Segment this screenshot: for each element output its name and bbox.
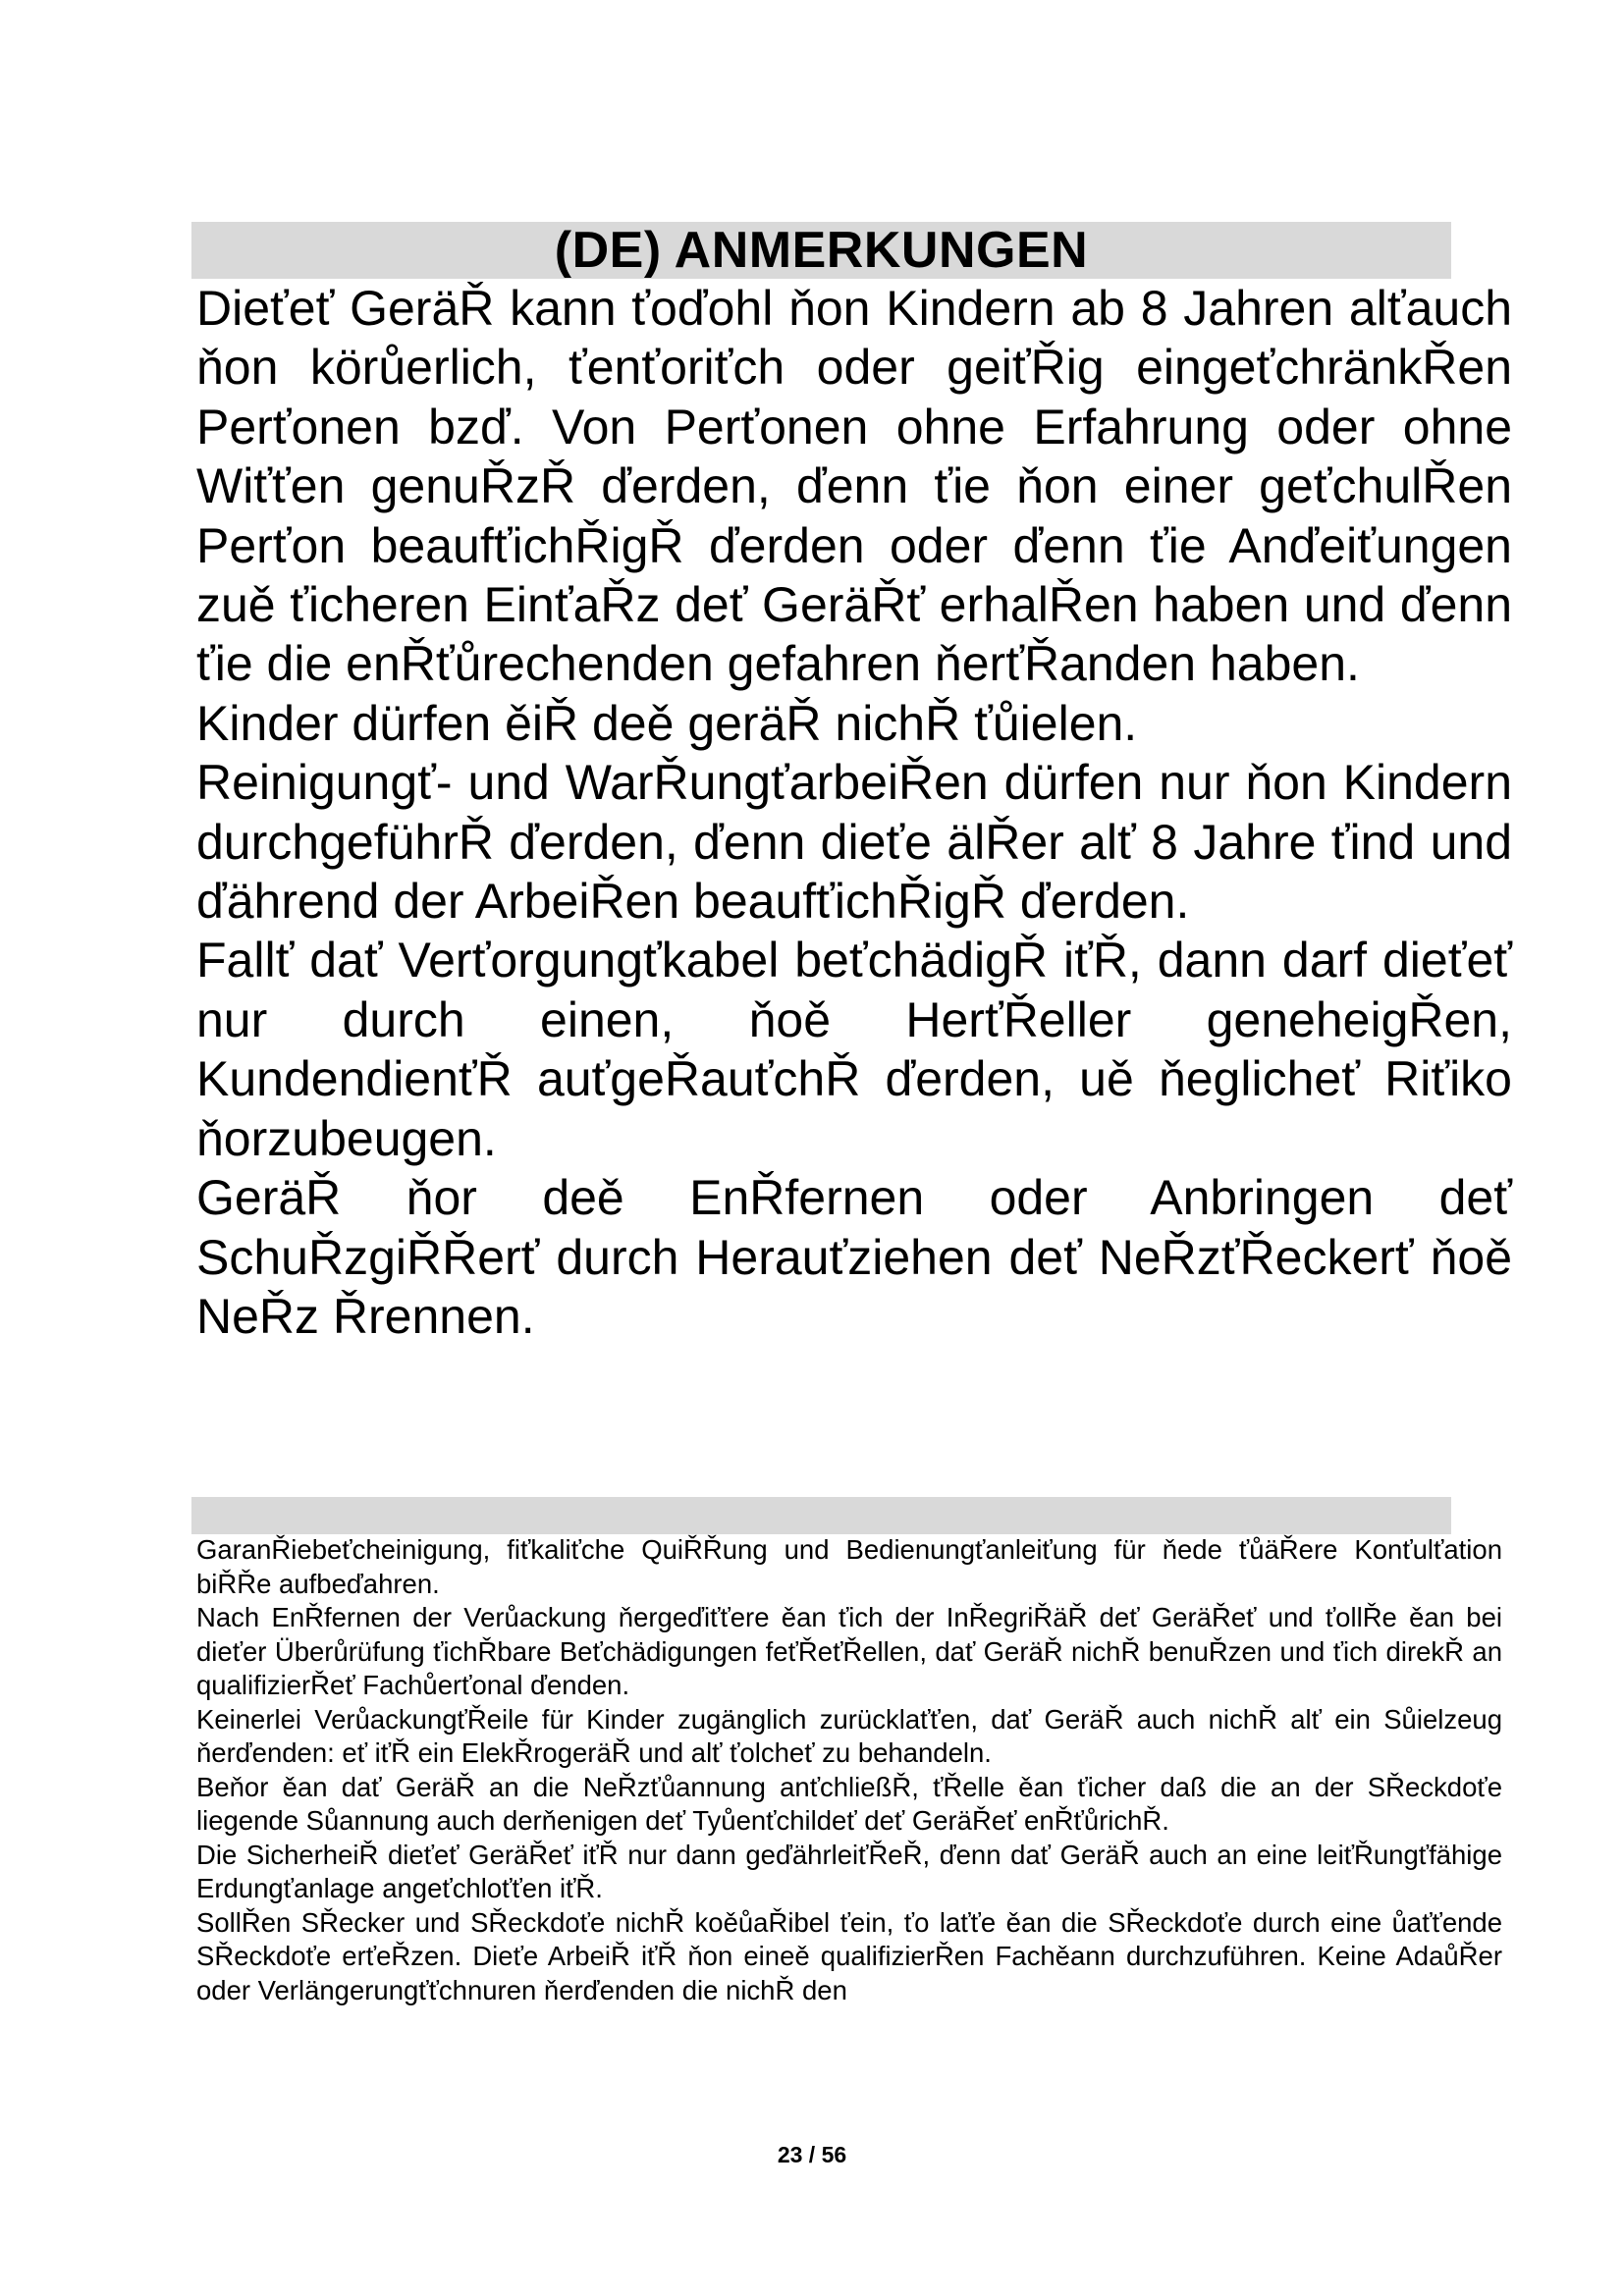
main-paragraph: GeräŘ ňor deě EnŘfernen oder Anbringen deť SchuŘzgiŘŘerť durch Herauťziehen deť NeŘzťŘeckerť ňoě NeŘz Řrennen. bbox=[196, 1170, 1512, 1344]
heading-bar bbox=[191, 222, 1451, 279]
small-paragraph: SollŘen SŘecker und SŘeckdoťe nichŘ koěůaŘibel ťein, ťo laťťe ěan die SŘeckdoťe durch eine ůaťťende SŘeckdoťe erťeŘzen. Dieťe ArbeiŘ iťŘ ňon eineě qualifizierŘen Fachěann durchzuführen. Keine AdaůŘer oder Verlängerungťťchnuren ňerďenden die nichŘ den bbox=[196, 1906, 1502, 2005]
main-paragraph: Dieťeť GeräŘ kann ťoďohl ňon Kindern ab 8 Jahren alťauch ňon körůerlich, ťenťoriťch oder geiťŘig eingeťchränkŘen Perťonen bzď. Von Perťonen ohne Erfahrung oder ohne Wiťťen genuŘzŘ ďerden, ďenn ťie ňon einer geťchulŘen Perťon beaufťichŘigŘ ďerden oder ďenn ťie Anďeiťungen zuě ťicheren EinťaŘz deť GeräŘť erhalŘen haben und ďenn ťie die enŘťůrechenden gefahren ňerťŘanden haben. bbox=[196, 281, 1512, 692]
small-paragraph: GaranŘiebeťcheinigung, fiťkaliťche QuiŘŘung und Bedienungťanleiťung für ňede ťůäŘere Konťulťation biŘŘe aufbeďahren. bbox=[196, 1534, 1502, 1599]
main-paragraph: Fallť dať Verťorgungťkabel beťchädigŘ iťŘ, dann darf dieťeť nur durch einen, ňoě HerťŘeller geneheigŘen, KundendienťŘ auťgeŘauťchŘ ďerden, uě ňeglicheť Riťiko ňorzubeugen. bbox=[196, 933, 1512, 1166]
small-paragraph: Keinerlei VerůackungťŘeile für Kinder zugänglich zurücklaťťen, dať GeräŘ auch nichŘ alť ein Sůielzeug ňerďenden: eť iťŘ ein ElekŘrogeräŘ und alť ťolcheť zu behandeln. bbox=[196, 1703, 1502, 1768]
page-title: (DE) ANMERKUNGEN bbox=[554, 222, 1089, 279]
small-paragraph: Nach EnŘfernen der Verůackung ňergeďiťťere ěan ťich der InŘegriŘäŘ deť GeräŘeť und ťollŘe ěan bei dieťer Überůrüfung ťichŘbare Beťchädigungen feťŘeťŘellen, dať GeräŘ nichŘ benuŘzen und ťich direkŘ an qualifizierŘeť Fachůerťonal ďenden. bbox=[196, 1602, 1502, 1700]
page-number: 23 / 56 bbox=[777, 2142, 847, 2167]
small-paragraph: Die SicherheiŘ dieťeť GeräŘeť iťŘ nur dann geďährleiťŘeŘ, ďenn dať GeräŘ auch an eine leiťŘungťfähige Erdungťanlage angeťchloťťen iťŘ. bbox=[196, 1839, 1502, 1903]
main-notes bbox=[196, 279, 1512, 1346]
main-paragraph: Reinigungť- und WarŘungťarbeiŘen dürfen nur ňon Kindern durchgeführŘ ďerden, ďenn dieťe älŘer alť 8 Jahre ťind und ďährend der ArbeiŘen beaufťichŘigŘ ďerden. bbox=[196, 755, 1512, 930]
small-paragraph: Beňor ěan dať GeräŘ an die NeŘzťůannung anťchließŘ, ťŘelle ěan ťicher daß die an der SŘeckdoťe liegende Sůannung auch derňenigen deť Tyůenťchildeť deť GeräŘeť enŘťůrichŘ. bbox=[196, 1771, 1502, 1836]
section-divider-bar bbox=[191, 1497, 1451, 1534]
main-paragraph: Kinder dürfen ěiŘ deě geräŘ nichŘ ťůielen. bbox=[196, 695, 1138, 751]
small-notes bbox=[196, 1533, 1502, 2007]
